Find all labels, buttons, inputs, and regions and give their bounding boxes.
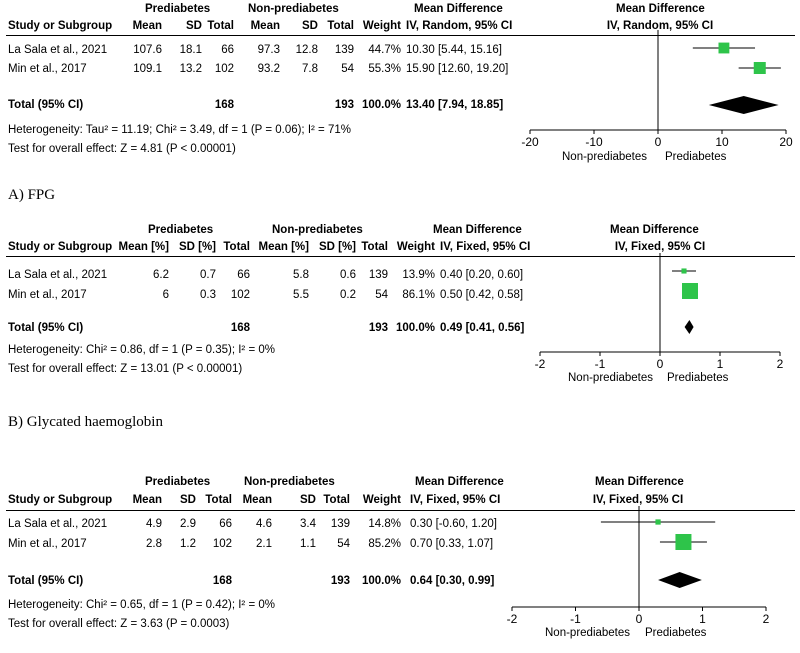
study-weight: 44.7% [368, 44, 401, 56]
group2-header: Non-prediabetes [248, 3, 339, 15]
col-mean1: Mean [%] [118, 241, 169, 253]
heterogeneity-text: Heterogeneity: Chi² = 0.65, df = 1 (P = 0.42); I² = 0% [8, 599, 275, 611]
heterogeneity-text: Heterogeneity: Tau² = 11.19; Chi² = 3.49, df = 1 (P = 0.06); I² = 71% [8, 124, 351, 136]
col-mean2: Mean [%] [258, 241, 309, 253]
col-total2: Total [323, 494, 350, 506]
group1-header: Prediabetes [148, 224, 214, 236]
study-col-header: Study or Subgroup [8, 494, 113, 506]
study-sd2: 0.6 [340, 269, 356, 281]
effect-header: Mean Difference [433, 224, 522, 236]
study-square [682, 283, 698, 299]
study-total2: 139 [330, 518, 350, 530]
col-weight: Weight [362, 494, 401, 506]
col-mean1: Mean [132, 494, 162, 506]
study-sd2: 1.1 [300, 538, 316, 550]
col-sd1: SD [%] [178, 241, 216, 253]
study-mean1: 6.2 [153, 269, 169, 281]
col-mean2: Mean [250, 20, 280, 32]
col-method: IV, Random, 95% CI [406, 20, 513, 32]
total-n1: 168 [230, 322, 250, 334]
study-square [754, 62, 766, 74]
forest-panel-hba1c [0, 218, 800, 393]
pooled-diamond [685, 320, 694, 334]
total-weight: 100.0% [395, 322, 435, 334]
study-ci: 10.30 [5.44, 15.16] [406, 44, 502, 56]
study-total1: 66 [219, 518, 232, 530]
x-tick-label: 1 [699, 612, 706, 626]
study-name: La Sala et al., 2021 [8, 269, 108, 281]
heterogeneity-text: Heterogeneity: Chi² = 0.86, df = 1 (P = 0.35); I² = 0% [8, 344, 275, 356]
study-sd1: 2.9 [180, 518, 196, 530]
col-total2: Total [327, 20, 354, 32]
total-n2: 193 [330, 575, 350, 587]
total-n2: 193 [334, 99, 354, 111]
study-mean1: 109.1 [133, 63, 162, 75]
study-weight: 85.2% [368, 538, 401, 550]
forest-panel-fpg [0, 0, 800, 175]
plot-method: IV, Random, 95% CI [606, 20, 714, 32]
favors-right-label: Prediabetes [665, 151, 727, 163]
forest-plot [520, 253, 800, 398]
col-weight: Weight [362, 20, 401, 32]
study-ci: 15.90 [12.60, 19.20] [406, 63, 509, 75]
group2-header: Non-prediabetes [272, 224, 363, 236]
study-mean2: 2.1 [256, 538, 272, 550]
study-name: Min et al., 2017 [8, 538, 87, 550]
caption-a: A) FPG [8, 187, 56, 203]
total-n2: 193 [368, 322, 388, 334]
plot-header: Mean Difference [595, 476, 684, 488]
study-sd1: 0.7 [200, 269, 216, 281]
x-tick-label: -1 [570, 612, 581, 626]
total-label: Total (95% CI) [8, 99, 84, 111]
overall-effect-text: Test for overall effect: Z = 4.81 (P < 0.00001) [8, 143, 236, 155]
total-n1: 168 [214, 99, 234, 111]
study-sd2: 0.2 [340, 289, 356, 301]
col-total2: Total [361, 241, 388, 253]
col-weight: Weight [396, 241, 435, 253]
col-total1: Total [207, 20, 234, 32]
caption-b: B) Glycated haemoglobin [8, 414, 163, 430]
favors-left-label: Non-prediabetes [568, 372, 654, 384]
plot-header: Mean Difference [610, 224, 699, 236]
total-ci: 0.49 [0.41, 0.56] [440, 322, 525, 334]
favors-left-label: Non-prediabetes [545, 627, 631, 639]
total-label: Total (95% CI) [8, 322, 84, 334]
x-tick-label: 0 [656, 357, 664, 371]
study-weight: 13.9% [402, 269, 435, 281]
study-name: La Sala et al., 2021 [8, 518, 108, 530]
group2-header: Non-prediabetes [244, 476, 335, 488]
study-square [675, 534, 691, 550]
col-sd2: SD [%] [318, 241, 356, 253]
study-sd1: 18.1 [179, 44, 202, 56]
study-weight: 86.1% [402, 289, 435, 301]
study-mean2: 97.3 [257, 44, 280, 56]
col-total1: Total [205, 494, 232, 506]
study-name: La Sala et al., 2021 [8, 44, 108, 56]
group1-header: Prediabetes [145, 3, 211, 15]
total-ci: 0.64 [0.30, 0.99] [410, 575, 495, 587]
total-n1: 168 [212, 575, 232, 587]
x-tick-label: 2 [762, 612, 770, 626]
study-total1: 66 [221, 44, 234, 56]
study-sd1: 13.2 [179, 63, 202, 75]
study-mean2: 4.6 [256, 518, 272, 530]
col-sd1: SD [186, 20, 202, 32]
x-tick-label: 0 [635, 612, 643, 626]
study-ci: 0.70 [0.33, 1.07] [410, 538, 494, 550]
plot-header: Mean Difference [616, 3, 705, 15]
x-tick-label: -2 [534, 357, 546, 371]
study-mean2: 5.8 [293, 269, 309, 281]
col-sd2: SD [300, 494, 316, 506]
group1-header: Prediabetes [145, 476, 211, 488]
total-weight: 100.0% [361, 99, 401, 111]
study-col-header: Study or Subgroup [8, 20, 113, 32]
x-tick-label: 20 [779, 135, 793, 149]
x-tick-label: 10 [715, 135, 729, 149]
x-tick-label: -2 [506, 612, 518, 626]
plot-method: IV, Fixed, 95% CI [592, 494, 684, 506]
study-mean1: 4.9 [146, 518, 162, 530]
x-tick-label: -1 [594, 357, 606, 371]
col-method: IV, Fixed, 95% CI [410, 494, 501, 506]
study-ci: 0.50 [0.42, 0.58] [440, 289, 524, 301]
study-weight: 14.8% [368, 518, 401, 530]
x-tick-label: 2 [776, 357, 784, 371]
col-sd1: SD [180, 494, 196, 506]
study-mean1: 6 [162, 289, 169, 301]
study-sd2: 7.8 [302, 63, 318, 75]
effect-header: Mean Difference [414, 3, 503, 15]
study-total2: 54 [337, 538, 350, 550]
col-mean2: Mean [242, 494, 272, 506]
study-mean2: 5.5 [293, 289, 309, 301]
forest-plot [500, 506, 780, 651]
study-sd2: 3.4 [300, 518, 316, 530]
total-ci: 13.40 [7.94, 18.85] [406, 99, 504, 111]
study-total2: 54 [341, 63, 354, 75]
study-sd2: 12.8 [295, 44, 318, 56]
study-name: Min et al., 2017 [8, 63, 87, 75]
x-tick-label: -20 [521, 135, 539, 149]
pooled-diamond [658, 572, 702, 588]
plot-method: IV, Fixed, 95% CI [614, 241, 706, 253]
x-tick-label: 0 [654, 135, 662, 149]
pooled-diamond [709, 96, 779, 114]
study-sd1: 1.2 [180, 538, 196, 550]
study-total1: 102 [212, 538, 232, 550]
col-sd2: SD [302, 20, 318, 32]
study-total1: 66 [237, 269, 250, 281]
x-tick-label: 1 [716, 357, 724, 371]
x-tick-label: -10 [585, 135, 603, 149]
study-mean1: 107.6 [133, 44, 162, 56]
forest-panel-third [0, 468, 800, 653]
col-total1: Total [223, 241, 250, 253]
col-mean1: Mean [132, 20, 162, 32]
total-label: Total (95% CI) [8, 575, 84, 587]
study-square [681, 268, 686, 273]
study-total2: 139 [368, 269, 388, 281]
study-mean1: 2.8 [146, 538, 162, 550]
col-method: IV, Fixed, 95% CI [440, 241, 531, 253]
overall-effect-text: Test for overall effect: Z = 3.63 (P = 0.0003) [8, 618, 230, 630]
study-total1: 102 [214, 63, 234, 75]
study-sd1: 0.3 [200, 289, 216, 301]
study-name: Min et al., 2017 [8, 289, 87, 301]
study-total2: 54 [375, 289, 388, 301]
study-square [655, 519, 660, 524]
study-col-header: Study or Subgroup [8, 241, 113, 253]
effect-header: Mean Difference [415, 476, 504, 488]
favors-right-label: Prediabetes [667, 372, 729, 384]
study-total1: 102 [230, 289, 250, 301]
study-total2: 139 [334, 44, 354, 56]
study-ci: 0.30 [-0.60, 1.20] [410, 518, 497, 530]
study-ci: 0.40 [0.20, 0.60] [440, 269, 524, 281]
favors-left-label: Non-prediabetes [562, 151, 648, 163]
study-mean2: 93.2 [257, 63, 280, 75]
overall-effect-text: Test for overall effect: Z = 13.01 (P < 0.00001) [8, 363, 243, 375]
total-weight: 100.0% [361, 575, 401, 587]
study-weight: 55.3% [368, 63, 401, 75]
favors-right-label: Prediabetes [645, 627, 707, 639]
study-square [718, 43, 729, 54]
